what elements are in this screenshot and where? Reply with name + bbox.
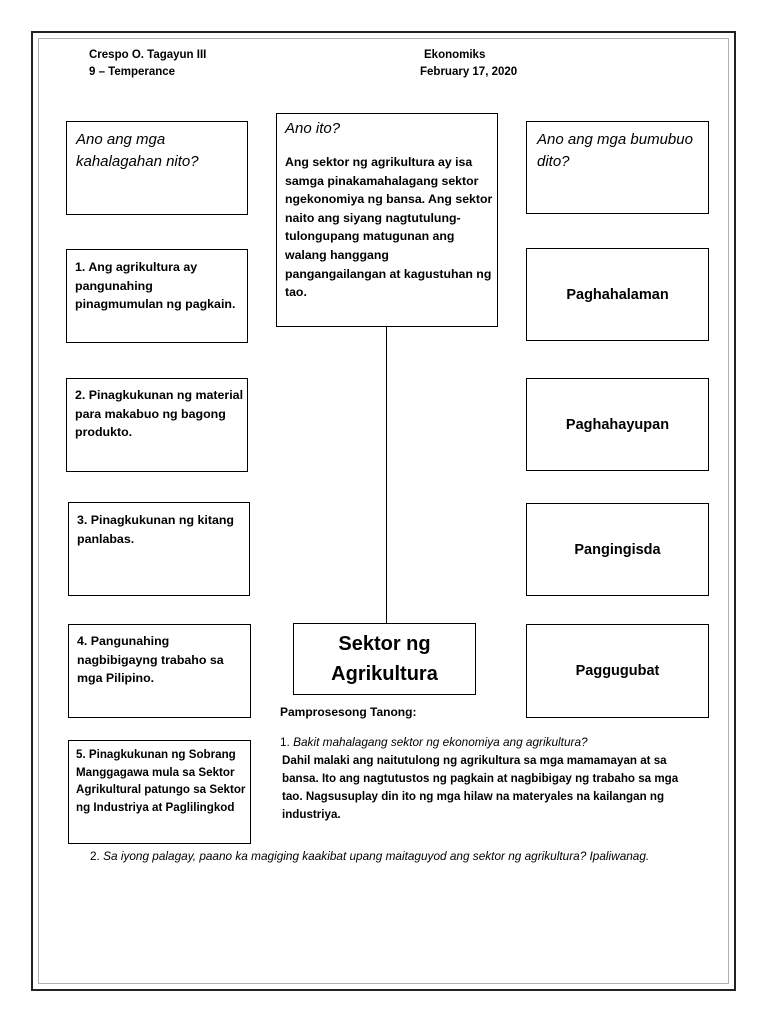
question-2-number: 2. <box>90 849 100 863</box>
header-left <box>89 47 289 81</box>
components-question: Ano ang mga bumubuo dito? <box>537 131 693 170</box>
importance-item-1 <box>66 249 248 343</box>
processing-heading: Pamprosesong Tanong: <box>280 705 417 719</box>
central-title: Sektor ng Agrikultura <box>331 633 438 685</box>
importance-item-text: 5. Pinagkukunan ng Sobrang Manggagawa mula sa Sektor Agrikultural patungo sa Sektor ng Industriya at Paglilingkod <box>76 748 246 814</box>
subsector-label: Paggugubat <box>575 663 660 679</box>
central-title-box <box>293 623 476 695</box>
subject-label: Ekonomiks <box>424 49 486 61</box>
importance-item-text: 3. Pinagkukunan ng kitang panlabas. <box>77 513 234 546</box>
question-2-text: Sa iyong palagay, paano ka magiging kaakibat upang maitaguyod ang sektor ng agrikultura? Ipaliwanag. <box>103 849 650 863</box>
importance-item-3 <box>68 502 250 596</box>
subsector-paghahalaman <box>526 248 709 341</box>
question-1-text: Bakit mahalagang sektor ng ekonomiya ang agrikultura? <box>293 735 588 749</box>
definition-answer: Ang sektor ng agrikultura ay isa samga pinakamahalagang sektor ngekonomiya ng bansa. Ang sektor naito ang siyang nagtutulung-tulongupang matugunan ang walang hanggang pangangailangan at kagustuhan ng tao. <box>285 155 493 300</box>
subsector-label: Paghahayupan <box>565 416 670 433</box>
importance-item-5 <box>68 740 251 844</box>
student-name: Crespo O. Tagayun III <box>89 49 207 61</box>
subsector-pangingisda <box>526 503 709 596</box>
importance-item-text: 1. Ang agrikultura ay pangunahing pinagmumulan ng pagkain. <box>75 260 236 311</box>
importance-item-2 <box>66 378 248 472</box>
processing-question-2 <box>90 848 650 865</box>
definition-box <box>276 113 498 327</box>
subsector-label: Pangingisda <box>574 541 661 558</box>
importance-item-text: 2. Pinagkukunan ng material para makabuo ng bagong produkto. <box>75 388 244 439</box>
date-label: February 17, 2020 <box>420 66 518 78</box>
question-1-number: 1. <box>280 735 290 749</box>
connector-line <box>386 327 387 623</box>
components-question-box <box>526 121 709 214</box>
header-right <box>420 47 580 81</box>
processing-question-1 <box>280 734 720 751</box>
importance-question-box <box>66 121 248 215</box>
definition-question: Ano ito? <box>285 120 341 137</box>
subsector-label: Paghahalaman <box>566 286 669 303</box>
subsector-paghahayupan <box>526 378 709 471</box>
student-section: 9 – Temperance <box>89 66 176 78</box>
subsector-paggugubat <box>526 624 709 718</box>
importance-item-text: 4. Pangunahing nagbibigayng trabaho sa mga Pilipino. <box>77 634 224 685</box>
question-1-answer: Dahil malaki ang naitutulong ng agrikultura sa mga mamamayan at sa bansa. Ito ang nagtutustos ng pagkain at nagbibigay ng trabaho sa mga tao. Nagsusuplay din ito ng mga hilaw na materyales na kailangan ng industriya. <box>282 754 679 821</box>
importance-item-4 <box>68 624 251 718</box>
importance-question: Ano ang mga kahalagahan nito? <box>76 131 199 170</box>
